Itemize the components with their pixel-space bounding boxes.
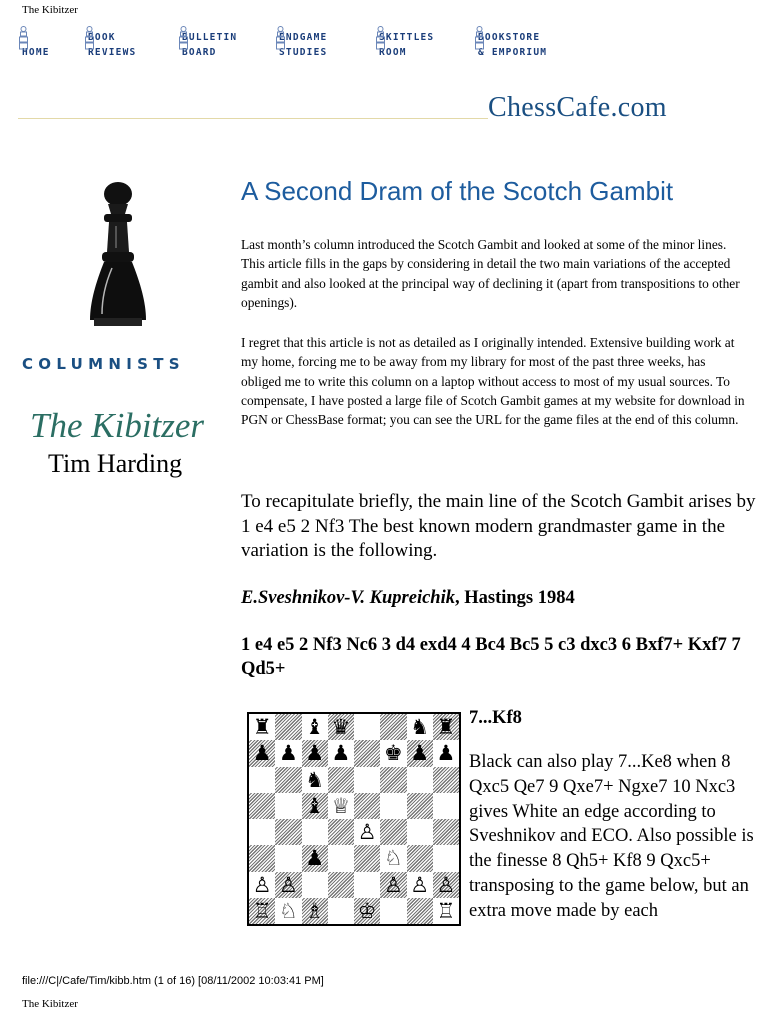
game-event: , Hastings 1984	[455, 588, 575, 608]
nav-label-bottom: STUDIES	[279, 47, 328, 58]
black-pawn-icon: ♟	[278, 741, 298, 766]
black-pawn-icon: ♟	[305, 846, 325, 871]
board-square	[354, 793, 380, 819]
game-moves: 1 e4 e5 2 Nf3 Nc6 3 d4 exd4 4 Bc4 Bc5 5 c3 dxc3 6 Bxf7+ Kxf7 7 Qd5+	[241, 635, 741, 679]
nav-label-bottom: BOARD	[182, 47, 217, 58]
white-rook-icon: ♖	[252, 898, 272, 923]
game-players: E.Sveshnikov-V. Kupreichik	[241, 588, 455, 608]
chess-diagram	[247, 712, 461, 926]
section-label: COLUMNISTS	[22, 355, 185, 373]
white-pawn-icon: ♙	[410, 872, 430, 897]
paragraph-recap: To recapitulate briefly, the main line of the Scotch Gambit arises by 1 e4 e5 2 Nf3 The best known modern grandmaster game in the variation is the following.	[241, 491, 756, 561]
nav-label-bottom: & EMPORIUM	[478, 47, 548, 58]
board-square	[249, 819, 275, 845]
board-square	[354, 767, 380, 793]
board-square	[275, 714, 301, 740]
nav-link-studies[interactable]	[277, 30, 327, 60]
nav-label-top: BOOK	[88, 32, 116, 43]
board-square	[249, 767, 275, 793]
board-square	[380, 898, 406, 924]
game-heading	[241, 586, 756, 610]
white-pawn-icon: ♙	[357, 820, 377, 844]
board-square	[407, 819, 433, 845]
board-square	[407, 898, 433, 924]
black-rook-icon: ♜	[252, 715, 272, 739]
pawn-stack-icon	[85, 26, 93, 48]
board-square	[328, 872, 354, 898]
nav-link-home[interactable]	[20, 30, 50, 60]
white-bishop-icon: ♗	[305, 898, 325, 923]
pawn-stack-icon	[376, 26, 384, 48]
board-square	[354, 872, 380, 898]
black-bishop-icon: ♝	[305, 793, 325, 818]
nav-label-top: BOOKSTORE	[478, 32, 541, 43]
move-heading: 7...Kf8	[469, 708, 522, 728]
nav-link-reviews[interactable]	[86, 30, 136, 60]
nav-label-top: BULLETIN	[182, 32, 238, 43]
pawn-stack-icon	[19, 26, 27, 48]
board-square	[354, 714, 380, 740]
nav-link-room[interactable]	[377, 30, 434, 60]
board-square	[354, 845, 380, 871]
pawn-icon	[82, 178, 154, 330]
black-queen-icon: ♛	[331, 715, 351, 739]
header-rule	[18, 118, 488, 119]
page-title: A Second Dram of the Scotch Gambit	[241, 176, 674, 206]
board-square	[328, 845, 354, 871]
nav-label-top: ENDGAME	[279, 32, 328, 43]
board-square	[275, 845, 301, 871]
board-square	[249, 793, 275, 819]
white-king-icon: ♔	[357, 898, 377, 923]
footer-title: The Kibitzer	[22, 998, 78, 1010]
black-king-icon: ♚	[383, 741, 403, 766]
board-square	[380, 819, 406, 845]
black-knight-icon: ♞	[305, 767, 325, 792]
black-bishop-icon: ♝	[305, 715, 325, 739]
black-pawn-icon: ♟	[331, 741, 351, 766]
nav-label-top: SKITTLES	[379, 32, 435, 43]
white-knight-icon: ♘	[383, 846, 403, 871]
move-comment: Black can also play 7...Ke8 when 8 Qxc5 Qe7 9 Qxe7+ Ngxe7 10 Nxc3 gives White an edge according to Sveshnikov and ECO. Also possible is the finesse 8 Qh5+ Kf8 9 Qxc5+ transposing to the game below, but an extra move made by each	[469, 752, 754, 921]
window-title: The Kibitzer	[22, 4, 78, 16]
white-pawn-icon: ♙	[278, 872, 298, 897]
white-queen-icon: ♕	[331, 793, 351, 818]
board-square	[328, 898, 354, 924]
white-pawn-icon: ♙	[383, 872, 403, 897]
nav-link-emporium[interactable]	[476, 30, 547, 60]
author-name: Tim Harding	[48, 449, 183, 478]
nav-link-board[interactable]	[180, 30, 237, 60]
black-rook-icon: ♜	[436, 715, 456, 739]
black-pawn-icon: ♟	[436, 741, 456, 766]
white-pawn-icon: ♙	[436, 872, 456, 897]
pawn-stack-icon	[475, 26, 483, 48]
board-square	[302, 819, 328, 845]
board-square	[433, 793, 459, 819]
board-square	[328, 819, 354, 845]
board-square	[354, 740, 380, 766]
board-square	[433, 819, 459, 845]
board-square	[275, 819, 301, 845]
board-square	[249, 845, 275, 871]
board-square	[380, 767, 406, 793]
board-square	[407, 845, 433, 871]
board-square	[328, 767, 354, 793]
pawn-stack-icon	[276, 26, 284, 48]
board-square	[275, 793, 301, 819]
board-square	[433, 845, 459, 871]
board-square	[275, 767, 301, 793]
nav-label-bottom: HOME	[22, 47, 50, 58]
nav-label-bottom: REVIEWS	[88, 47, 137, 58]
footer-path: file:///C|/Cafe/Tim/kibb.htm (1 of 16) [08/11/2002 10:03:41 PM]	[22, 975, 324, 987]
board-square	[302, 872, 328, 898]
site-logo[interactable]: ChessCafe.com	[488, 92, 667, 123]
column-name: The Kibitzer	[30, 406, 205, 445]
black-pawn-icon: ♟	[410, 741, 430, 766]
white-rook-icon: ♖	[436, 898, 456, 923]
nav-label-bottom: ROOM	[379, 47, 407, 58]
black-knight-icon: ♞	[410, 715, 430, 739]
white-pawn-icon: ♙	[252, 872, 272, 897]
white-knight-icon: ♘	[278, 898, 298, 923]
board-square	[407, 793, 433, 819]
paragraph-intro: Last month’s column introduced the Scotch Gambit and looked at some of the minor lines. This article fills in the gaps by considering in detail the two main variations of the accepted gambit and also looked at the principal way of declining it (apart from transpositions to other openings).	[241, 237, 740, 310]
board-square	[380, 793, 406, 819]
board-square	[380, 714, 406, 740]
pawn-stack-icon	[179, 26, 187, 48]
board-square	[407, 767, 433, 793]
black-pawn-icon: ♟	[305, 741, 325, 766]
paragraph-apology: I regret that this article is not as detailed as I originally intended. Extensive building work at my home, forcing me to be away from my library for most of the past three weeks, has obliged me to write this column on a laptop without access to most of my usual sources. To compensate, I have posted a large file of Scotch Gambit games at my website for download in PGN or ChessBase format; you can see the URL for the game files at the end of this column.	[241, 335, 745, 428]
board-square	[433, 767, 459, 793]
black-pawn-icon: ♟	[252, 741, 272, 766]
